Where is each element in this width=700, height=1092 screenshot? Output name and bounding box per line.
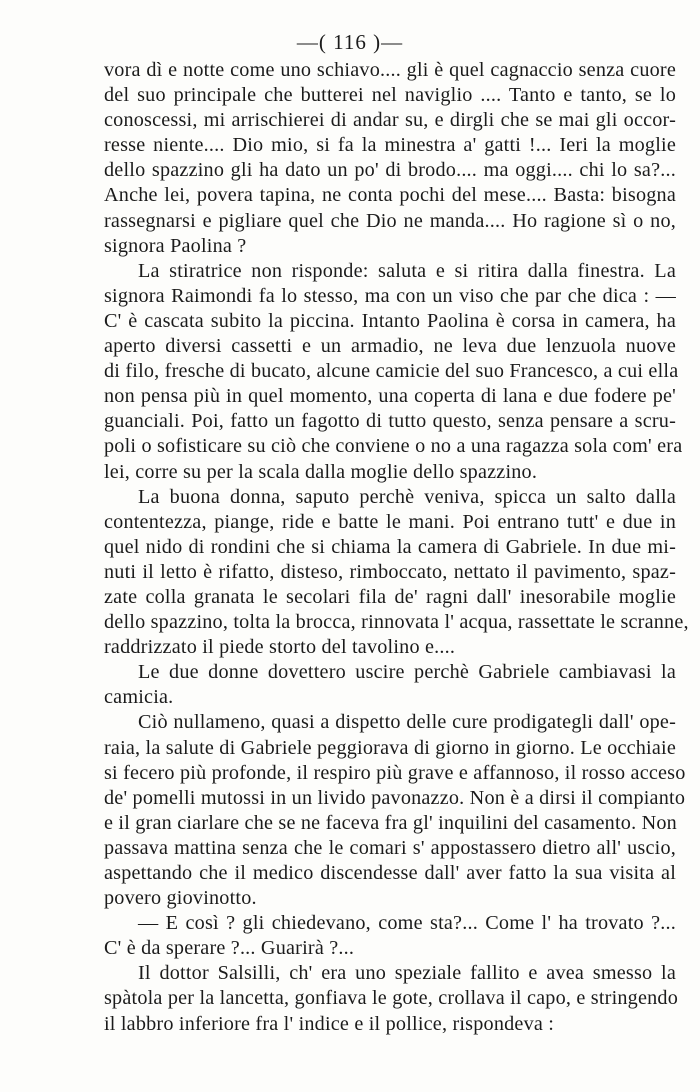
text-line: zate colla granata le secolari fila de' ragni dall' inesorabile moglie <box>104 585 676 608</box>
text-line: C' è da sperare ?... Guarirà ?... <box>104 937 355 960</box>
text-line: non pensa più in quel momento, una coperta di lana e due fodere pe' <box>104 385 676 408</box>
text-line: poli o sofisticare su ciò che conviene o no a una ragazza sola com' era <box>104 435 683 458</box>
text-line: aspettando che il medico discendesse dall' aver fatto la sua visita al <box>104 862 676 884</box>
text-line: Ciò nullameno, quasi a dispetto delle cure prodigategli dall' ope- <box>138 711 676 734</box>
text-line: La stiratrice non risponde: saluta e si ritira dalla finestra. La <box>138 259 676 282</box>
text-line: contentezza, piange, ride e batte le mani. Poi entrano tutt' e due in <box>104 510 676 533</box>
text-line: de' pomelli mutossi in un livido pavonazzo. Non è a dirsi il compianto <box>104 786 686 809</box>
text-line: resse niente.... Dio mio, si fa la minestra a' gatti !... Ieri la moglie <box>104 134 676 157</box>
text-line: C' è cascata subito la piccina. Intanto Paolina è corsa in camera, ha <box>104 309 676 332</box>
text-line: raia, la salute di Gabriele peggiorava di giorno in giorno. Le occhiaie <box>104 736 676 759</box>
text-line: Anche lei, povera tapina, ne conta pochi del mese.... Basta: bisogna <box>104 184 676 207</box>
text-line: povero giovinotto. <box>104 887 257 910</box>
text-line: quel nido di rondini che si chiama la camera di Gabriele. In due mi- <box>104 535 676 558</box>
text-line: Il dottor Salsilli, ch' era uno speziale fallito e avea smesso la <box>138 962 676 985</box>
text-line: il labbro inferiore fra l' indice e il pollice, rispondeva : <box>104 1012 555 1035</box>
page-number: —( 116 )— <box>296 30 404 54</box>
text-line: vora dì e notte come uno schiavo.... gli è quel cagnaccio senza cuore <box>104 59 676 81</box>
text-line: guanciali. Poi, fatto un fagotto di tutto questo, senza pensare a scru- <box>104 410 676 433</box>
text-line: rassegnarsi e pigliare quel che Dio ne manda.... Ho ragione sì o no, <box>104 209 676 232</box>
text-line: Le due donne dovettero uscire perchè Gabriele cambiavasi la <box>138 661 676 684</box>
text-line: camicia. <box>104 686 174 709</box>
text-line: signora Raimondi fa lo stesso, ma con un viso che par che dica : — <box>104 284 676 307</box>
text-line: spàtola per la lancetta, gonfiava le gote, crollava il capo, e stringendo <box>104 987 679 1010</box>
text-line: passava mattina senza che le comari s' appostassero dietro all' uscio, <box>104 836 676 859</box>
text-line: si fecero più profonde, il respiro più grave e affannoso, il rosso acceso <box>104 761 686 784</box>
text-line: raddrizzato il piede storto del tavolino e.... <box>104 636 456 659</box>
text-line: signora Paolina ? <box>104 234 247 257</box>
text-line: di filo, fresche di bucato, alcune camicie del suo Francesco, a cui ella <box>104 360 679 383</box>
text-line: lei, corre su per la scala dalla moglie dello spazzino. <box>104 460 538 483</box>
text-line: conoscessi, mi arrischierei di andar su, e dirgli che se mai gli occor- <box>104 109 676 132</box>
text-line: del suo principale che butterei nel naviglio .... Tanto e tanto, se lo <box>104 84 676 107</box>
text-line: La buona donna, saputo perchè veniva, spicca un salto dalla <box>138 485 676 508</box>
text-line: aperto diversi cassetti e un armadio, ne leva due lenzuola nuove <box>104 335 676 358</box>
text-line: dello spazzino, tolta la brocca, rinnovata l' acqua, rassettate le scranne, <box>104 611 689 634</box>
page-text <box>104 58 689 1037</box>
text-line: — E così ? gli chiedevano, come sta?... Come l' ha trovato ?... <box>138 912 676 935</box>
text-line: dello spazzino gli ha dato un po' di brodo.... ma oggi.... chi lo sa?... <box>104 159 676 182</box>
text-line: nuti il letto è rifatto, disteso, rimboccato, nettato il pavimento, spaz- <box>104 560 676 583</box>
text-line: e il gran ciarlare che se ne faceva fra gl' inquilini del casamento. Non <box>104 811 677 834</box>
